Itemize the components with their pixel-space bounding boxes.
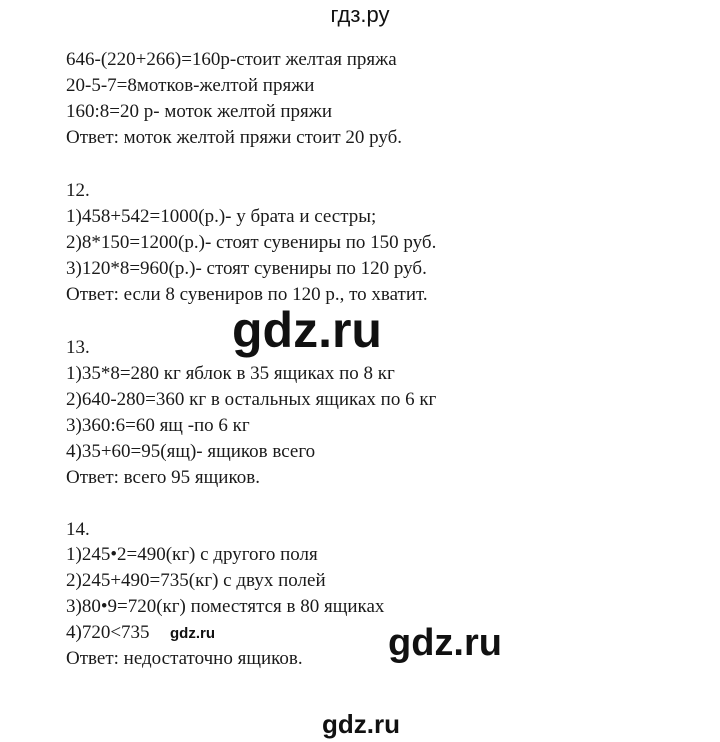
watermark-center: gdz.ru [232,302,382,358]
task13-line-1: 1)35*8=280 кг яблок в 35 ящиках по 8 кг [66,363,395,384]
task14-answer: Ответ: недостаточно ящиков. [66,648,303,669]
task12-number: 12. [66,180,90,201]
task12-line-2: 2)8*150=1200(р.)- стоят сувениры по 150 руб. [66,232,437,253]
task13-line-3: 3)360:6=60 ящ -по 6 кг [66,415,250,436]
task12-answer: Ответ: если 8 сувениров по 120 р., то хватит. [66,284,428,305]
intro-line-2: 20-5-7=8мотков-желтой пряжи [66,75,315,96]
task13-line-2: 2)640-280=360 кг в остальных ящиках по 6 кг [66,389,437,410]
intro-answer: Ответ: моток желтой пряжи стоит 20 руб. [66,127,403,148]
watermark-right: gdz.ru [388,622,502,664]
task14-line-2: 2)245+490=735(кг) с двух полей [66,570,326,591]
intro-line-1: 646-(220+266)=160р-стоит желтая пряжа [66,49,397,70]
task14-line-4: 4)720<735 [66,622,150,643]
intro-line-3: 160:8=20 р- моток желтой пряжи [66,101,333,122]
site-header: гдз.ру [330,2,390,27]
task13-number: 13. [66,337,90,358]
task13-answer: Ответ: всего 95 ящиков. [66,467,260,488]
watermark-inline: gdz.ru [170,625,215,642]
task14-number: 14. [66,519,90,540]
task14-line-3: 3)80•9=720(кг) поместятся в 80 ящиках [66,596,385,617]
watermark-bottom: gdz.ru [322,709,400,739]
task12-line-1: 1)458+542=1000(р.)- у брата и сестры; [66,206,377,227]
task13-line-4: 4)35+60=95(ящ)- ящиков всего [66,441,316,462]
task14-line-1: 1)245•2=490(кг) с другого поля [66,544,318,565]
task12-line-3: 3)120*8=960(р.)- стоят сувениры по 120 руб. [66,258,427,279]
